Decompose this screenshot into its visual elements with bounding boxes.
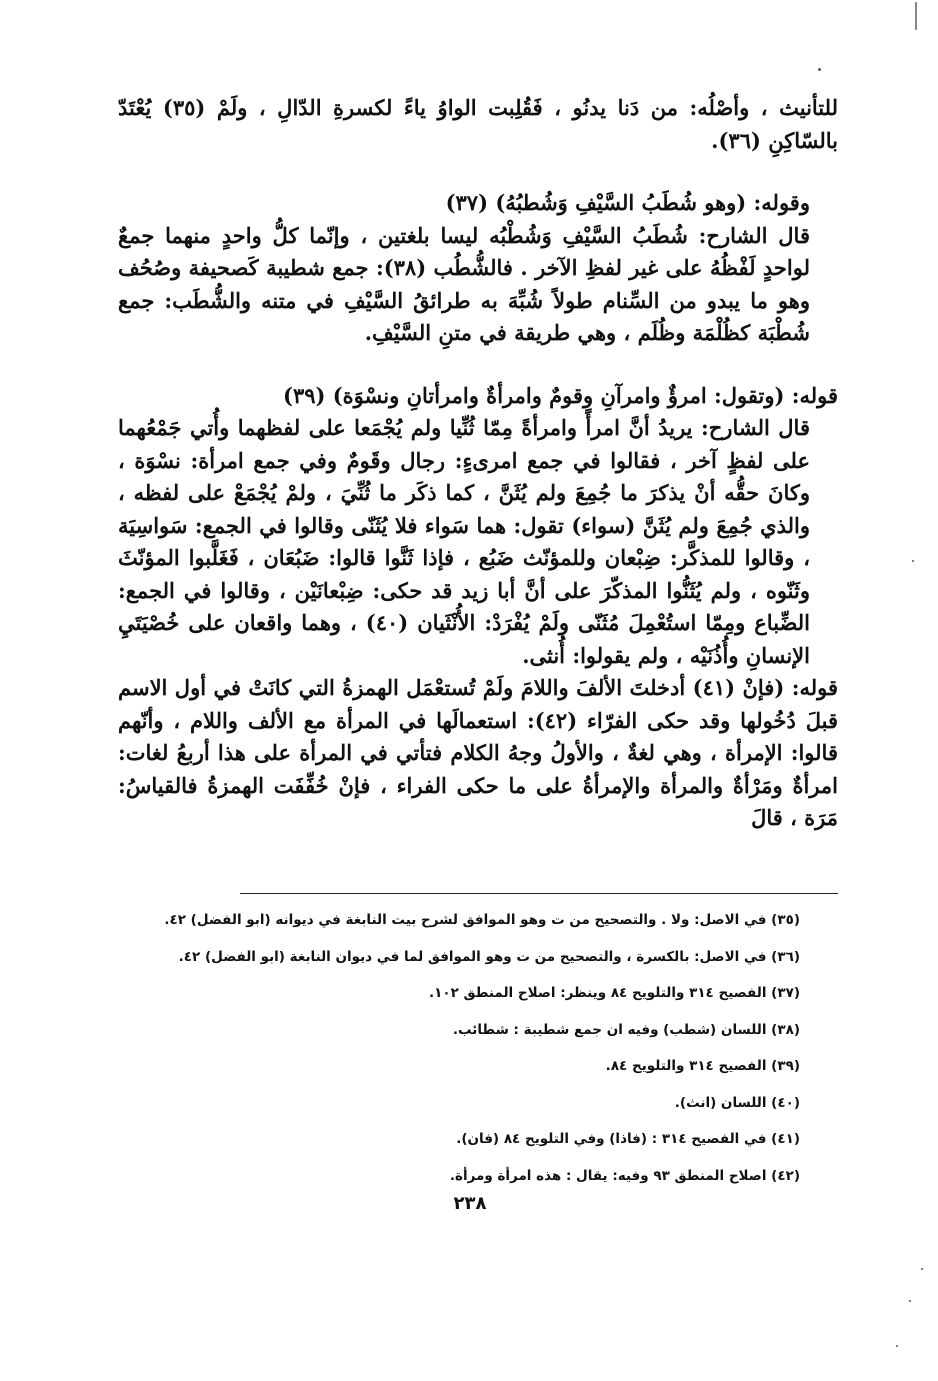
footnote-36: (٣٦) في الاصل: بالكسرة ، والتصحيح من ت وهو الموافق لما في ديوان النابغة (ابو الفضل) ٤٢. [178, 948, 800, 965]
scan-speck [912, 560, 914, 562]
footnote-40: (٤٠) اللسان (انث). [674, 1094, 800, 1111]
scan-speck [896, 1345, 898, 1347]
footnotes [140, 902, 800, 1194]
commentary-body-37: قال الشارح: شُطَبُ السَّيْفِ وَشُطْبُه ليسا بلغتين ، وإنّما كلُّ واحدٍ منهما جمعٌ لواحدٍ لَفْظُهُ على غير لفظِ الآخر . فالشُّطُب (٣٨): جمع شطيبة كَصحيفة وصُحُف وهو ما يبدو من السِّنام طولاً شُبِّهَ به طرائقُ السَّيْفِ في متنه والشُّطَب: جمع شُطْبَة كظُلْمَة وظُلَم ، وهي طريقة في متنِ السَّيْفِ. [118, 222, 810, 345]
commentary-heading-37: وقوله: (وهو شُطَبُ السَّيْفِ وَشُطبُهُ) (٣٧) [445, 190, 810, 215]
commentary-heading-39: قوله: (وتقول: امرؤٌ وامرآنِ وقومٌ وامرأةٌ وامرأتانِ ونسْوَة) (٣٩) [283, 382, 838, 408]
footnote-42: (٤٢) اصلاح المنطق ٩٣ وفيه: يقال : هذه امرأة ومرأة. [449, 1167, 800, 1184]
footnote-38: (٣٨) اللسان (شطب) وفيه ان جمع شطيبة : شطائب. [452, 1021, 800, 1038]
scan-speck [818, 68, 821, 71]
scan-edge-mark [915, 2, 917, 30]
commentary-body-39: قال الشارح: يريدُ أنَّ امرأً وامرأةً مِمّا ثُنِّيا ولم يُجْمَعا على لفظهما وأُتي جَمْعُهما على لفظٍ آخر ، فقالوا في جمع امرىءٍ: رجال وقَومٌ وفي جمع امرأة: نسْوَة ، وكانَ حقُّه أنْ يذكرَ ما جُمِعَ ولم يُثَنَّ ، كما ذكَر ما ثُنِّيَ ، ولمْ يُجْمَعْ على لفظه ، والذي جُمِعَ ولم يُثَنَّ (سواء) تقول: هما سَواء فلا يُثَنّى وقالوا في الجمع: سَواسِيَة ، وقالوا للمذكَّر: ضِبْعان وللمؤنّث ضَبُع ، فإذا ثَنَّوا قالوا: ضَبُعَان ، فَغَلَّبوا المؤنّثَ وثَنّوه ، ولم يُثَنُّوا المذكّرَ على أنَّ أبا زيد قد حكى: ضِبْعانَيْن ، وقالوا في الجمع: الضِّباع ومِمّا استُعْمِلَ مُثَنّى ولَمْ يُفْرَدْ: الأُنْثَيان (٤٠) ، وهما واقعان على خُصْيَتَيِ الإنسانِ وأُذُنَيْه ، ولم يقولوا: أُنثى. [118, 415, 810, 668]
footnote-37: (٣٧) الفصيح ٣١٤ والتلويح ٨٤ وينظر: اصلاح المنطق ١٠٢. [428, 985, 800, 1001]
scan-speck [909, 1300, 911, 1302]
commentary-41: قوله: (فإنْ (٤١) أدخلتَ الألفَ واللامَ ولَمْ تُستعْمَل الهمزةُ التي كانَتْ في أول الاسم قبلَ دُخُولها وقد حكى الفرّاء (٤٢): استعمالَها في المرأة مع الألف واللام ، وأنّهم قالوا: الإمرأة ، وهي لغةٌ ، والأولُ وجهُ الكلام فتأتي في المرأة على هذا أربعُ لغات: امرأةٌ ومَرْأةٌ والمرأة والإمرأةُ على ما حكى الفراء ، فإنْ خُفِّفَت الهمزةُ فالقياسُ: مَرَة ، قالَ [118, 675, 839, 830]
footnote-39: (٣٩) الفصيح ٣١٤ والتلويح ٨٤. [605, 1058, 800, 1074]
paragraph-continuation: للتأنيث ، وأصْلُه: من دَنا يدنُو ، فَقُلِبت الواوُ ياءً لكسرةِ الدّالِ ، ولَمْ (٣٥) يُعْتَدّ بالسّاكِنِ (٣٦). [118, 95, 838, 153]
footnote-35: (٣٥) في الاصل: ولا . والتصحيح من ت وهو الموافق لشرح بيت النابغة في ديوانه (ابو الفضل) ٤٢. [164, 912, 800, 928]
main-text [118, 92, 838, 835]
footnote-41: (٤١) في الفصيح ٣١٤ : (فاذا) وفي التلويح ٨٤ (فان). [456, 1131, 800, 1147]
page-number: ٢٣٨ [453, 1193, 487, 1214]
footnote-separator [240, 893, 838, 894]
scan-speck [921, 1268, 923, 1270]
